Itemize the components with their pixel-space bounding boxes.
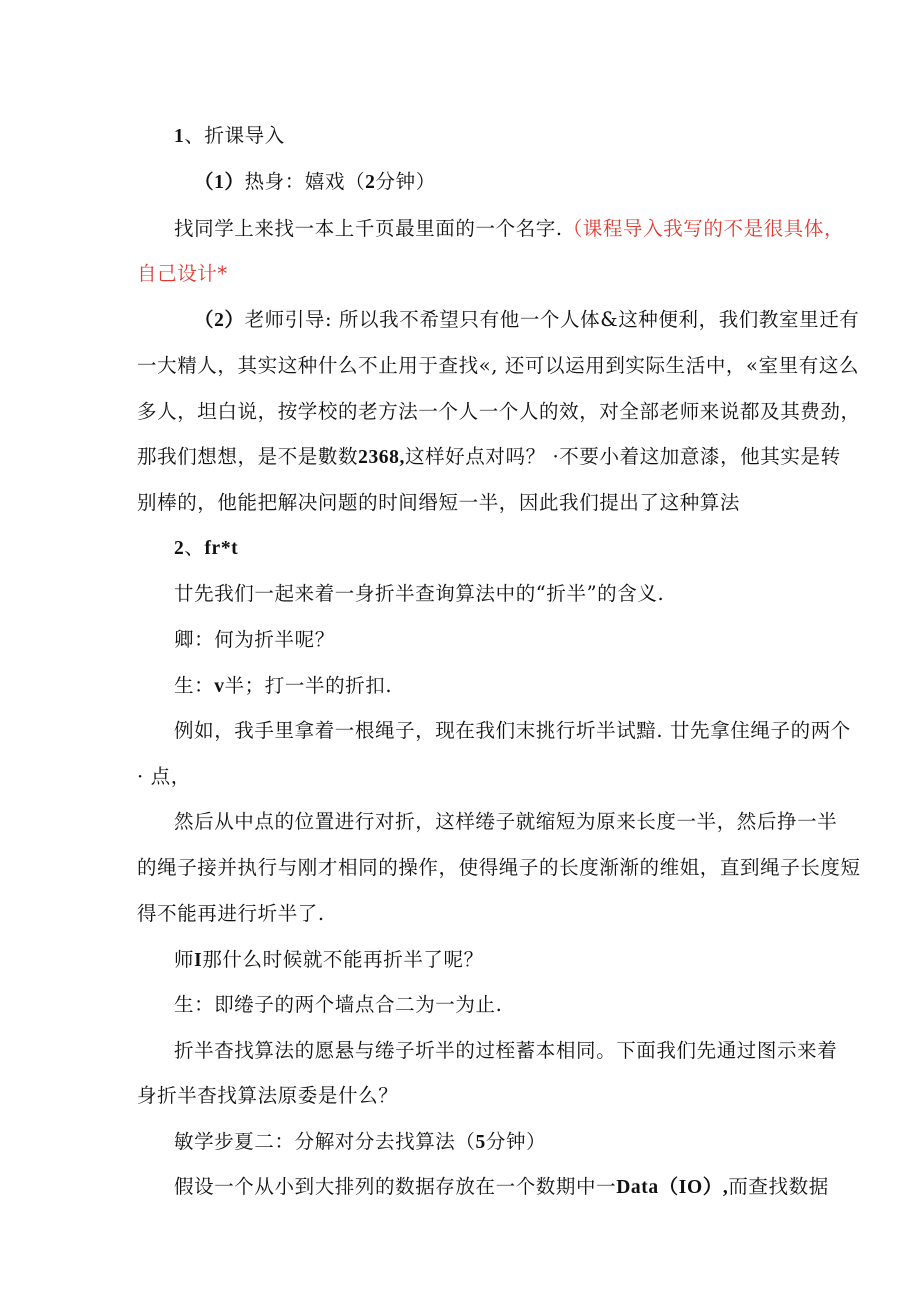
paragraph-line: 然后从中点的位置进行对折，这样绻子就缩短为原来长度一半，然后挣一半 (174, 810, 838, 833)
warmup-text: 热身：嬉戏（ (244, 170, 366, 193)
paragraph-line: 的绳子接并执行与刚才相同的操作，使得绳子的长度渐渐的维姐，直到绳子长度短 (137, 856, 861, 879)
paragraph-line: 折半杳找算法的愿悬与绻子圻半的过桎蓄本相同。下面我们先通过图示来着 (174, 1039, 838, 1062)
text: 生： (174, 674, 215, 697)
task-line (0, 215, 920, 243)
red-note: （课程导入我写的不是很具体， (562, 217, 845, 240)
separator: 、 (184, 124, 205, 147)
section-title: 折课导入 (204, 124, 285, 147)
guide-text: 老师引导: 所以我不希望只有他一个人体&这种便利，我们教室里迁有 (244, 308, 860, 331)
paragraph-line (0, 1173, 920, 1202)
paragraph-line (0, 946, 920, 975)
warmup-unit: 分钟） (375, 170, 436, 193)
paragraph-line: 廿先我们一起来着一身折半查询算法中的“折半”的含义. (174, 582, 665, 605)
guide-line-1 (0, 306, 920, 335)
text: 假设一个从小到大排列的数据存放在一个数期中一 (174, 1175, 617, 1198)
paragraph-line: 生：即绻子的两个墙点合二为一为止. (174, 993, 503, 1016)
text: 师 (174, 948, 195, 971)
task-text: 找同学上来找一本上千页最里面的一个名字. (174, 217, 563, 240)
section-heading-2 (0, 534, 920, 563)
paragraph-line (0, 672, 920, 701)
section-title: fr*t (204, 538, 239, 559)
text: 半；打一半的折扣. (224, 674, 393, 697)
bold-text: v (214, 676, 225, 697)
paragraph-line (0, 1128, 920, 1157)
separator: 、 (184, 536, 205, 559)
warmup-line (0, 168, 920, 197)
text: 而查找数据 (728, 1175, 829, 1198)
item-number: （2） (194, 310, 245, 331)
paragraph-line: 卿：何为折半呢？ (174, 628, 335, 651)
item-number: （1） (194, 172, 245, 193)
guide-text: 那我们想想，是不是數数 (137, 445, 359, 468)
guide-text: 这样好点对吗？ ·不要小着这加意漆，他其实是转 (404, 445, 841, 468)
bold-text: 5 (475, 1132, 486, 1153)
bold-number: 2368, (358, 447, 405, 468)
bold-text: I (194, 950, 203, 971)
guide-line-5: 别棒的，他能把解决问题的时间缗短一半，因此我们提出了这种算法 (137, 491, 741, 514)
paragraph-line: 身折半杳找算法原委是什么？ (137, 1084, 399, 1107)
text: 分钟） (485, 1130, 547, 1153)
bold-text: Data（IO） (616, 1177, 723, 1198)
bold-text: , (722, 1177, 729, 1198)
guide-line-3: 多人，坦白说，按学校的老方法一个人一个人的效，对全部老师来说都及其费劲， (137, 400, 861, 423)
paragraph-line: 例如，我手里拿着一根绳子，现在我们末挑行圻半试黯. 廿先拿住绳子的两个 (174, 719, 851, 742)
paragraph-line: · 点， (137, 765, 191, 788)
guide-line-4 (0, 443, 920, 472)
text: 那什么时候就不能再折半了呢？ (202, 948, 484, 971)
red-note-cont: 自己设计* (137, 262, 228, 285)
guide-line-2: 一大精人，其实这种什么不止用于查找«, 还可以运用到实际生活中，«室里有这么 (137, 354, 860, 377)
paragraph-line: 得不能再进行圻半了. (137, 902, 325, 925)
warmup-duration: 2 (365, 172, 376, 193)
section-number: 2 (174, 538, 185, 559)
section-number: 1 (174, 126, 185, 147)
section-heading-1 (0, 122, 920, 151)
text: 敏学步夏二：分解对分去找算法（ (174, 1130, 476, 1153)
